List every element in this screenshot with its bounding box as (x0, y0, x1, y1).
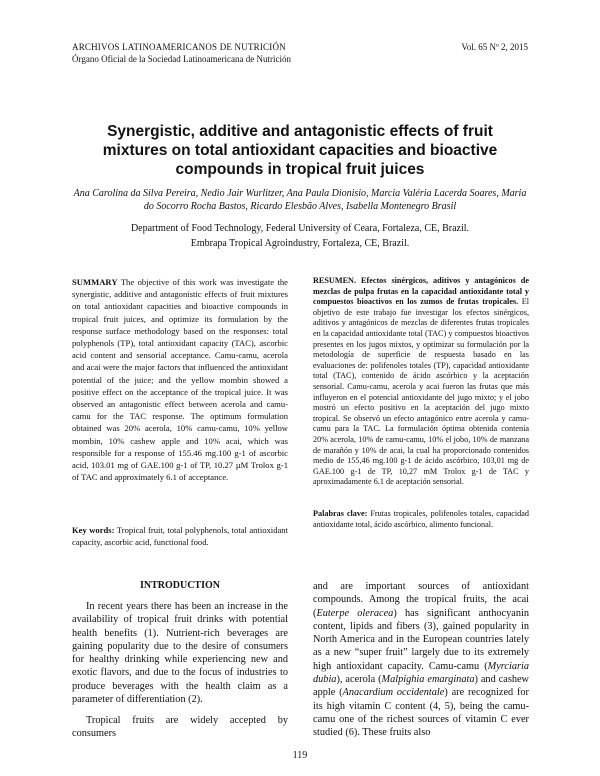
affiliation-1: Department of Food Technology, Federal University of Ceara, Fortaleza, CE, Brazil. (130, 223, 470, 234)
intro-right-text-5: ) are recognized for its high vitamin C content (4, 5), being the camu-camu one of the richest sources of vitamin C ever studied (6). These fruits also (313, 687, 529, 739)
summary-label: SUMMARY (72, 277, 118, 287)
keywords-es (313, 509, 529, 530)
palabras-clave-text: Frutas tropicales, polifenoles totales, capacidad antioxidante total, ácido ascórbico, alimento funcional. (313, 509, 530, 529)
summary-abstract (72, 276, 288, 483)
article-title: Synergistic, additive and antagonistic effects of fruit mixtures on total antioxidant capacities and bioactive compounds in tropical fruit juices (102, 123, 498, 178)
introduction-heading: INTRODUCTION (139, 580, 220, 591)
journal-subtitle: Órgano Oficial de la Sociedad Latinoamericana de Nutrición (72, 54, 291, 64)
summary-text: The objective of this work was investigate the synergistic, additive and antagonistic effects of fruit mixtures on total antioxidant capacities and bioactive compounds in tropical fruit juices, and optimize its formulation by the response surface methodology based on the responses: total polyphenols (TP), total antioxidant capacity (TAC), ascorbic acid content and sensorial acceptance. Camu-camu, acerola and acai were the major factors that influenced the antioxidant potential of the juice; and the yellow mombin showed a positive effect on the acceptance of the tropical juice. It was observed an antagonistic effect between acerola and camu-camu for the TAC response. The optimum formulation obtained was 20% acerola, 10% camu-camu, 10% yellow mombin, 10% cashew apple and 10% acai, which was responsible for a response of 155.46 mg.100 g-1 of ascorbic acid, 103.01 mg of GAE.100 g-1 of TP, 10.27 µM Trolox g-1 of TAC and approximately 6.1 of acceptance. (72, 277, 288, 483)
volume-info: Vol. 65 Nº 2, 2015 (461, 42, 528, 52)
keywords-text: Tropical fruit, total polyphenols, total antioxidant capacity, ascorbic acid, functional food. (72, 525, 288, 548)
journal-name: ARCHIVOS LATINOAMERICANOS DE NUTRICIÓN (72, 42, 286, 52)
acai-scientific-name: Euterpe oleracea (316, 607, 394, 619)
camu-scientific-name: Myrciaria dubia (313, 660, 529, 686)
resumen-abstract (313, 276, 529, 488)
intro-right-text-1: and are important sources of antioxidant compounds. Among the tropical fruits, the acai ( (313, 581, 529, 619)
intro-right-text-2: ) has significant anthocyanin content, lipids and fibers (3), gained popularity in North America and in the European countries lately as a new “super fruit” largely due to its extremely high antioxidant capacity. Camu-camu ( (313, 607, 529, 672)
cashew-scientific-name: Anacardium occidentale (342, 687, 445, 699)
page-number: 119 (292, 750, 308, 761)
acerola-scientific-name: Malpighia emarginata (381, 674, 475, 686)
affiliation-2: Embrapa Tropical Agroindustry, Fortaleza, CE, Brazil. (190, 238, 410, 249)
affiliations (70, 221, 530, 251)
keywords-label: Key words: (72, 525, 115, 535)
resumen-label: RESUMEN. (313, 276, 356, 285)
intro-right-column (313, 580, 529, 740)
intro-paragraph-1: In recent years there has been an increase in the availability of tropical fruit drinks with potential health benefits (1). Nutrient-rich beverages are gaining popularity due to the desire of consumers for healthy drinking while experiencing new and exotic flavors, and due to the focus of industries to produce beverages with the health claim as a parameter of differentiation (2). (72, 601, 288, 706)
intro-right-text-4: ) and cashew apple ( (313, 674, 529, 699)
keywords-en (72, 524, 288, 548)
intro-right-text-3: ), acerola ( (336, 674, 382, 686)
palabras-clave-label: Palabras clave: (313, 509, 368, 518)
authors: Ana Carolina da Silva Pereira, Nedio Jair Wurlitzer, Ana Paula Dionisio, Marcia Valéria Lacerda Soares, Maria do Socorro Rocha Bastos, Ricardo Elesbão Alves, Isabella Montenegro Brasil (73, 188, 527, 212)
resumen-title: Efectos sinérgicos, aditivos y antagónicos de mezclas de pulpa frutas en la capacidad antioxidante total y compuestos bioactivos en los zumos de frutas tropicales. (313, 276, 529, 307)
resumen-text: El objetivo de este trabajo fue investigar los efectos sinérgicos, aditivos y antagónicos de mezclas de diferentes frutas tropicales en la capacidad antioxidante total (TAC) y compuestos bioactivos presentes en los jugos mixtos, y optimizar su formulación por la metodología de superficie de respuesta basado en las evaluaciones de: polifenoles totales (TP), capacidad antioxidante total (TAC), contenido de ácido ascórbico y la aceptación sensorial. Camu-camu, acerola y acai fueron las frutas que más influyeron en el potencial antioxidante del jugo mixto; y el jobo mostró un efecto positivo en la aceptación del jugo mixto tropical. Se observó un efecto antagónico entre acerola y camu-camu para la TAC. La formulación óptima obtenida contenía 20% acerola, 10% de camu-camu, 10% el jobo, 10% de manzana de marañón y 10% de acai, la cual ha proporcionado contenidos medio de 155,46 mg.100 g-1 de ácido ascórbico, 103,01 mg de GAE.100 g-1 de TP, 10,27 mM Trolox g-1 de TAC y aproximadamente 6.1 de aceptación sensorial. (313, 297, 530, 487)
intro-paragraph-2: Tropical fruits are widely accepted by consumers (72, 715, 288, 740)
